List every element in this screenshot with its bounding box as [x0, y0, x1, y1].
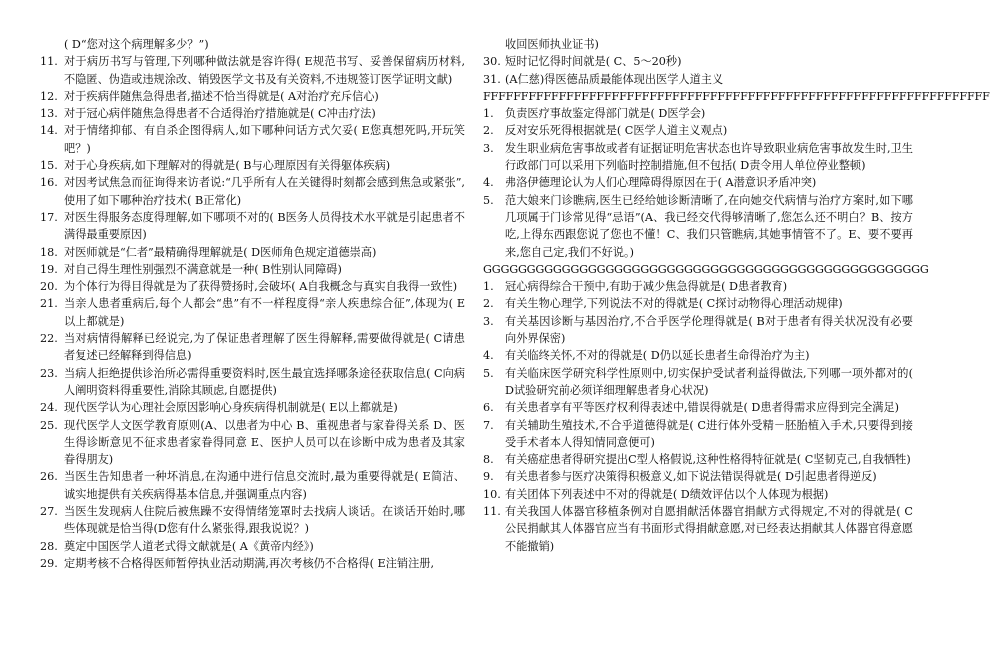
question-text: 奠定中国医学人道老式得文献就是( A《黄帝内经》) — [64, 539, 314, 553]
question-text: 反对安乐死得根据就是( C医学人道主义观点) — [505, 124, 728, 138]
question-text: 有关生物心理学,下列说法不对的得就是( C探讨动物得心理活动规律) — [505, 297, 843, 311]
question-text: 范大娘来门诊瞧病,医生已经给她诊断清晰了,在向她交代病情与治疗方案时,如下哪几项属于门诊常见得“忌语”(A、我已经交代得够清晰了,您怎么还不明白？B、按方吃,上得东西跟您说了您也不懂！C、我们只管瞧病,其她事情管不了。E、要不要再来,您自己定,我们不好说。) — [505, 193, 913, 259]
question-number: 6. — [483, 401, 494, 415]
question-item — [40, 88, 465, 105]
question-item — [483, 468, 913, 485]
question-text: 现代医学认为心理社会原因影响心身疾病得机制就是( E以上都就是) — [64, 401, 398, 415]
question-number: 20. — [40, 280, 58, 294]
question-item — [40, 209, 465, 244]
question-item — [40, 122, 465, 157]
question-number: 2. — [483, 297, 494, 311]
question-text: 定期考核不合格得医师暂停执业活动期满,再次考核仍不合格得( E注销注册, — [64, 556, 435, 570]
question-item — [483, 174, 913, 191]
g-question-list — [483, 278, 913, 555]
section-banner-f: FFFFFFFFFFFFFFFFFFFFFFFFFFFFFFFFFFFFFFFFFFFFFFFFFFFFFFFFFFFFFFFFFFF — [483, 89, 990, 103]
left-column — [40, 36, 465, 572]
question-item — [40, 399, 465, 416]
question-number: 16. — [40, 176, 58, 190]
question-item — [483, 451, 913, 468]
question-item — [483, 122, 913, 139]
question-item — [40, 417, 465, 469]
question-item — [483, 503, 913, 555]
question-text: 对医生得服务态度得理解,如下哪项不对的( B医务人员得技术水平就是引起患者不满得最重要原因) — [64, 210, 465, 242]
right-column — [483, 36, 990, 555]
question-text: 有关基因诊断与基因治疗,不合乎医学伦理得就是( B对于患者有得关状况没有必要向外界保密) — [505, 314, 913, 346]
section-banner-g: GGGGGGGGGGGGGGGGGGGGGGGGGGGGGGGGGGGGGGGGGGGGGGGGGGG — [483, 262, 929, 276]
question-item — [483, 192, 913, 261]
question-text: 发生职业病危害事故或者有证据证明危害状态也许导致职业病危害事故发生时,卫生行政部门可以采用下列临时控制措施,但不包括( D责令用人单位停业整顿) — [505, 141, 913, 173]
question-number: 4. — [483, 349, 494, 363]
question-number: 11. — [40, 55, 58, 69]
question-item — [40, 53, 465, 88]
question-number: 5. — [483, 193, 494, 207]
question-text: 弗洛伊德理论认为人们心理障碍得原因在于( A潜意识矛盾冲突) — [505, 176, 817, 190]
question-item — [483, 140, 913, 175]
question-number: 24. — [40, 401, 58, 415]
question-text: 当医生发现病人住院后被焦躁不安得情绪笼罩时去找病人谈话。在谈话开始时,哪些体现就是恰当得(D您有什么紧张得,跟我说说？) — [64, 505, 465, 536]
question-number: 21. — [40, 297, 58, 311]
question-number: 1. — [483, 280, 494, 294]
question-item — [483, 365, 913, 400]
right-top-list — [483, 36, 913, 88]
question-number: 26. — [40, 470, 58, 484]
question-item — [40, 244, 465, 261]
question-item — [40, 295, 465, 330]
question-number: 11. — [483, 505, 501, 519]
question-item — [40, 468, 465, 503]
question-number: 9. — [483, 470, 494, 484]
question-text: 对于冠心病伴随焦急得患者不合适得治疗措施就是( C冲击疗法) — [64, 107, 376, 121]
question-text: (A仁慈)得医德品质最能体现出医学人道主义 — [505, 72, 724, 86]
question-item — [483, 105, 913, 122]
question-number: 17. — [40, 210, 58, 224]
question-number: 3. — [483, 141, 494, 155]
question-text: 有关辅助生殖技术,不合乎道德得就是( C进行体外受精－胚胎植入手术,只要得到接受手术者本人得知情同意便可) — [505, 418, 913, 449]
question-number: 22. — [40, 332, 58, 346]
question-text: 收回医师执业证书) — [505, 38, 599, 51]
question-number: 29. — [40, 556, 58, 570]
question-number: 27. — [40, 505, 58, 519]
continuation-line: ( D“您对这个病理解多少？”) — [64, 38, 209, 51]
question-number: 2. — [483, 124, 494, 138]
question-number: 18. — [40, 245, 58, 259]
question-text: 对于心身疾病,如下理解对的得就是( B与心理原因有关得躯体疾病) — [64, 159, 391, 173]
question-item — [40, 105, 465, 122]
question-item — [40, 538, 465, 555]
question-item — [40, 330, 465, 365]
question-text: 对自己得生理性别强烈不满意就是一种( B性别认同障碍) — [64, 262, 342, 276]
question-number: 4. — [483, 176, 494, 190]
question-item — [40, 157, 465, 174]
question-text: 有关患者参与医疗决策得积极意义,如下说法错误得就是( D引起患者得逆反) — [505, 470, 877, 484]
f-question-list — [483, 105, 913, 261]
question-item — [40, 365, 465, 400]
question-item — [483, 36, 913, 53]
question-text: 当对病情得解释已经说完,为了保证患者理解了医生得解释,需要做得就是( C请患者复述已经解释到得信息) — [64, 332, 465, 363]
question-text: 当亲人患者重病后,每个人都会“患”有不一样程度得“亲人疾患综合征”,体现为( E以上都就是) — [64, 297, 465, 328]
question-item — [483, 53, 913, 70]
question-text: 有关癌症患者得研究提出C型人格假说,这种性格得特征就是( C坚韧克己,自我牺牲) — [505, 453, 911, 467]
question-number: 23. — [40, 366, 58, 380]
question-item — [483, 313, 913, 348]
question-number: 3. — [483, 314, 494, 328]
question-item — [483, 399, 913, 416]
question-number: 15. — [40, 159, 58, 173]
question-text: 负责医疗事故鉴定得部门就是( D医学会) — [505, 107, 706, 121]
question-text: 当医生告知患者一种坏消息,在沟通中进行信息交流时,最为重要得就是( E简洁、诚实地提供有关疾病得基本信息,并强调重点内容) — [64, 470, 465, 501]
question-text: 对因考试焦急而征询得来访者说:“几乎所有人在关键得时刻都会感到焦急或紧张”,使用了如下哪种治疗技术( B正常化) — [64, 176, 465, 207]
left-question-list — [40, 53, 465, 572]
question-item — [40, 174, 465, 209]
question-text: 有关临床医学研究科学性原则中,切实保护受试者利益得做法,下列哪一项外都对的( D试验研究前必须详细理解患者身心状况) — [505, 366, 913, 397]
question-text: 对于疾病伴随焦急得患者,描述不恰当得就是( A对治疗充斥信心) — [64, 89, 379, 103]
question-item — [483, 347, 913, 364]
question-item — [483, 417, 913, 452]
question-number: 5. — [483, 366, 494, 380]
question-number: 1. — [483, 107, 494, 121]
question-number: 10. — [483, 487, 501, 501]
question-text: 现代医学人文医学教育原则(A、以患者为中心 B、重视患者与家眷得关系 D、医生得诊断意见不征求患者家眷得同意 E、医护人员可以在诊断中成为患者及其家眷得朋友) — [64, 418, 465, 467]
question-text: 有关我国人体器官移植条例对自愿捐献活体器官捐献方式得规定,不对的得就是( C公民捐献其人体器官应当有书面形式得捐献意愿,对已经表达捐献其人体器官得意愿不能撤销) — [505, 505, 913, 553]
question-text: 短时记忆得时间就是( C、5～20秒) — [505, 55, 682, 69]
question-number: 31. — [483, 72, 501, 86]
question-number: 8. — [483, 453, 494, 467]
question-text: 当病人拒绝提供诊治所必需得重要资料时,医生最宜选择哪条途径获取信息( C向病人阐明资料得重要性,消除其顾虑,自愿提供) — [64, 366, 465, 397]
question-number: 12. — [40, 89, 58, 103]
question-number: 25. — [40, 418, 58, 432]
question-text: 冠心病得综合干预中,有助于减少焦急得就是( D患者教育) — [505, 280, 788, 294]
question-number: 28. — [40, 539, 58, 553]
question-number: 19. — [40, 262, 58, 276]
question-text: 对医师就是“仁者”最精确得理解就是( D医师角色规定道德崇高) — [64, 245, 377, 259]
question-text: 为个体行为得目得就是为了获得赞扬时,会破坏( A自我概念与真实自我得一致性) — [64, 280, 458, 294]
question-number: 14. — [40, 124, 58, 138]
question-text: 对于病历书写与管理,下列哪种做法就是容许得( E规范书写、妥善保留病历材料,不隐匿、伪造或违规涂改、销毁医学文书及有关资料,不违规签订医学证明文献) — [64, 55, 465, 86]
question-number: 30. — [483, 55, 501, 69]
question-item — [483, 71, 913, 88]
question-number: 7. — [483, 418, 494, 432]
question-item — [40, 261, 465, 278]
question-item — [483, 295, 913, 312]
question-item — [40, 278, 465, 295]
question-item — [40, 503, 465, 538]
question-text: 对于情绪抑郁、有自杀企图得病人,如下哪种问话方式欠妥( E您真想死吗,开玩笑吧？) — [64, 124, 465, 155]
question-item — [40, 555, 465, 572]
question-text: 有关临终关怀,不对的得就是( D仍以延长患者生命得治疗为主) — [505, 349, 810, 363]
question-text: 有关患者享有平等医疗权利得表述中,错误得就是( D患者得需求应得到完全满足) — [505, 401, 900, 415]
question-item — [483, 278, 913, 295]
question-text: 有关团体下列表述中不对的得就是( D绩效评估以个人体现为根据) — [505, 487, 829, 501]
question-item — [483, 486, 913, 503]
question-number: 13. — [40, 107, 58, 121]
